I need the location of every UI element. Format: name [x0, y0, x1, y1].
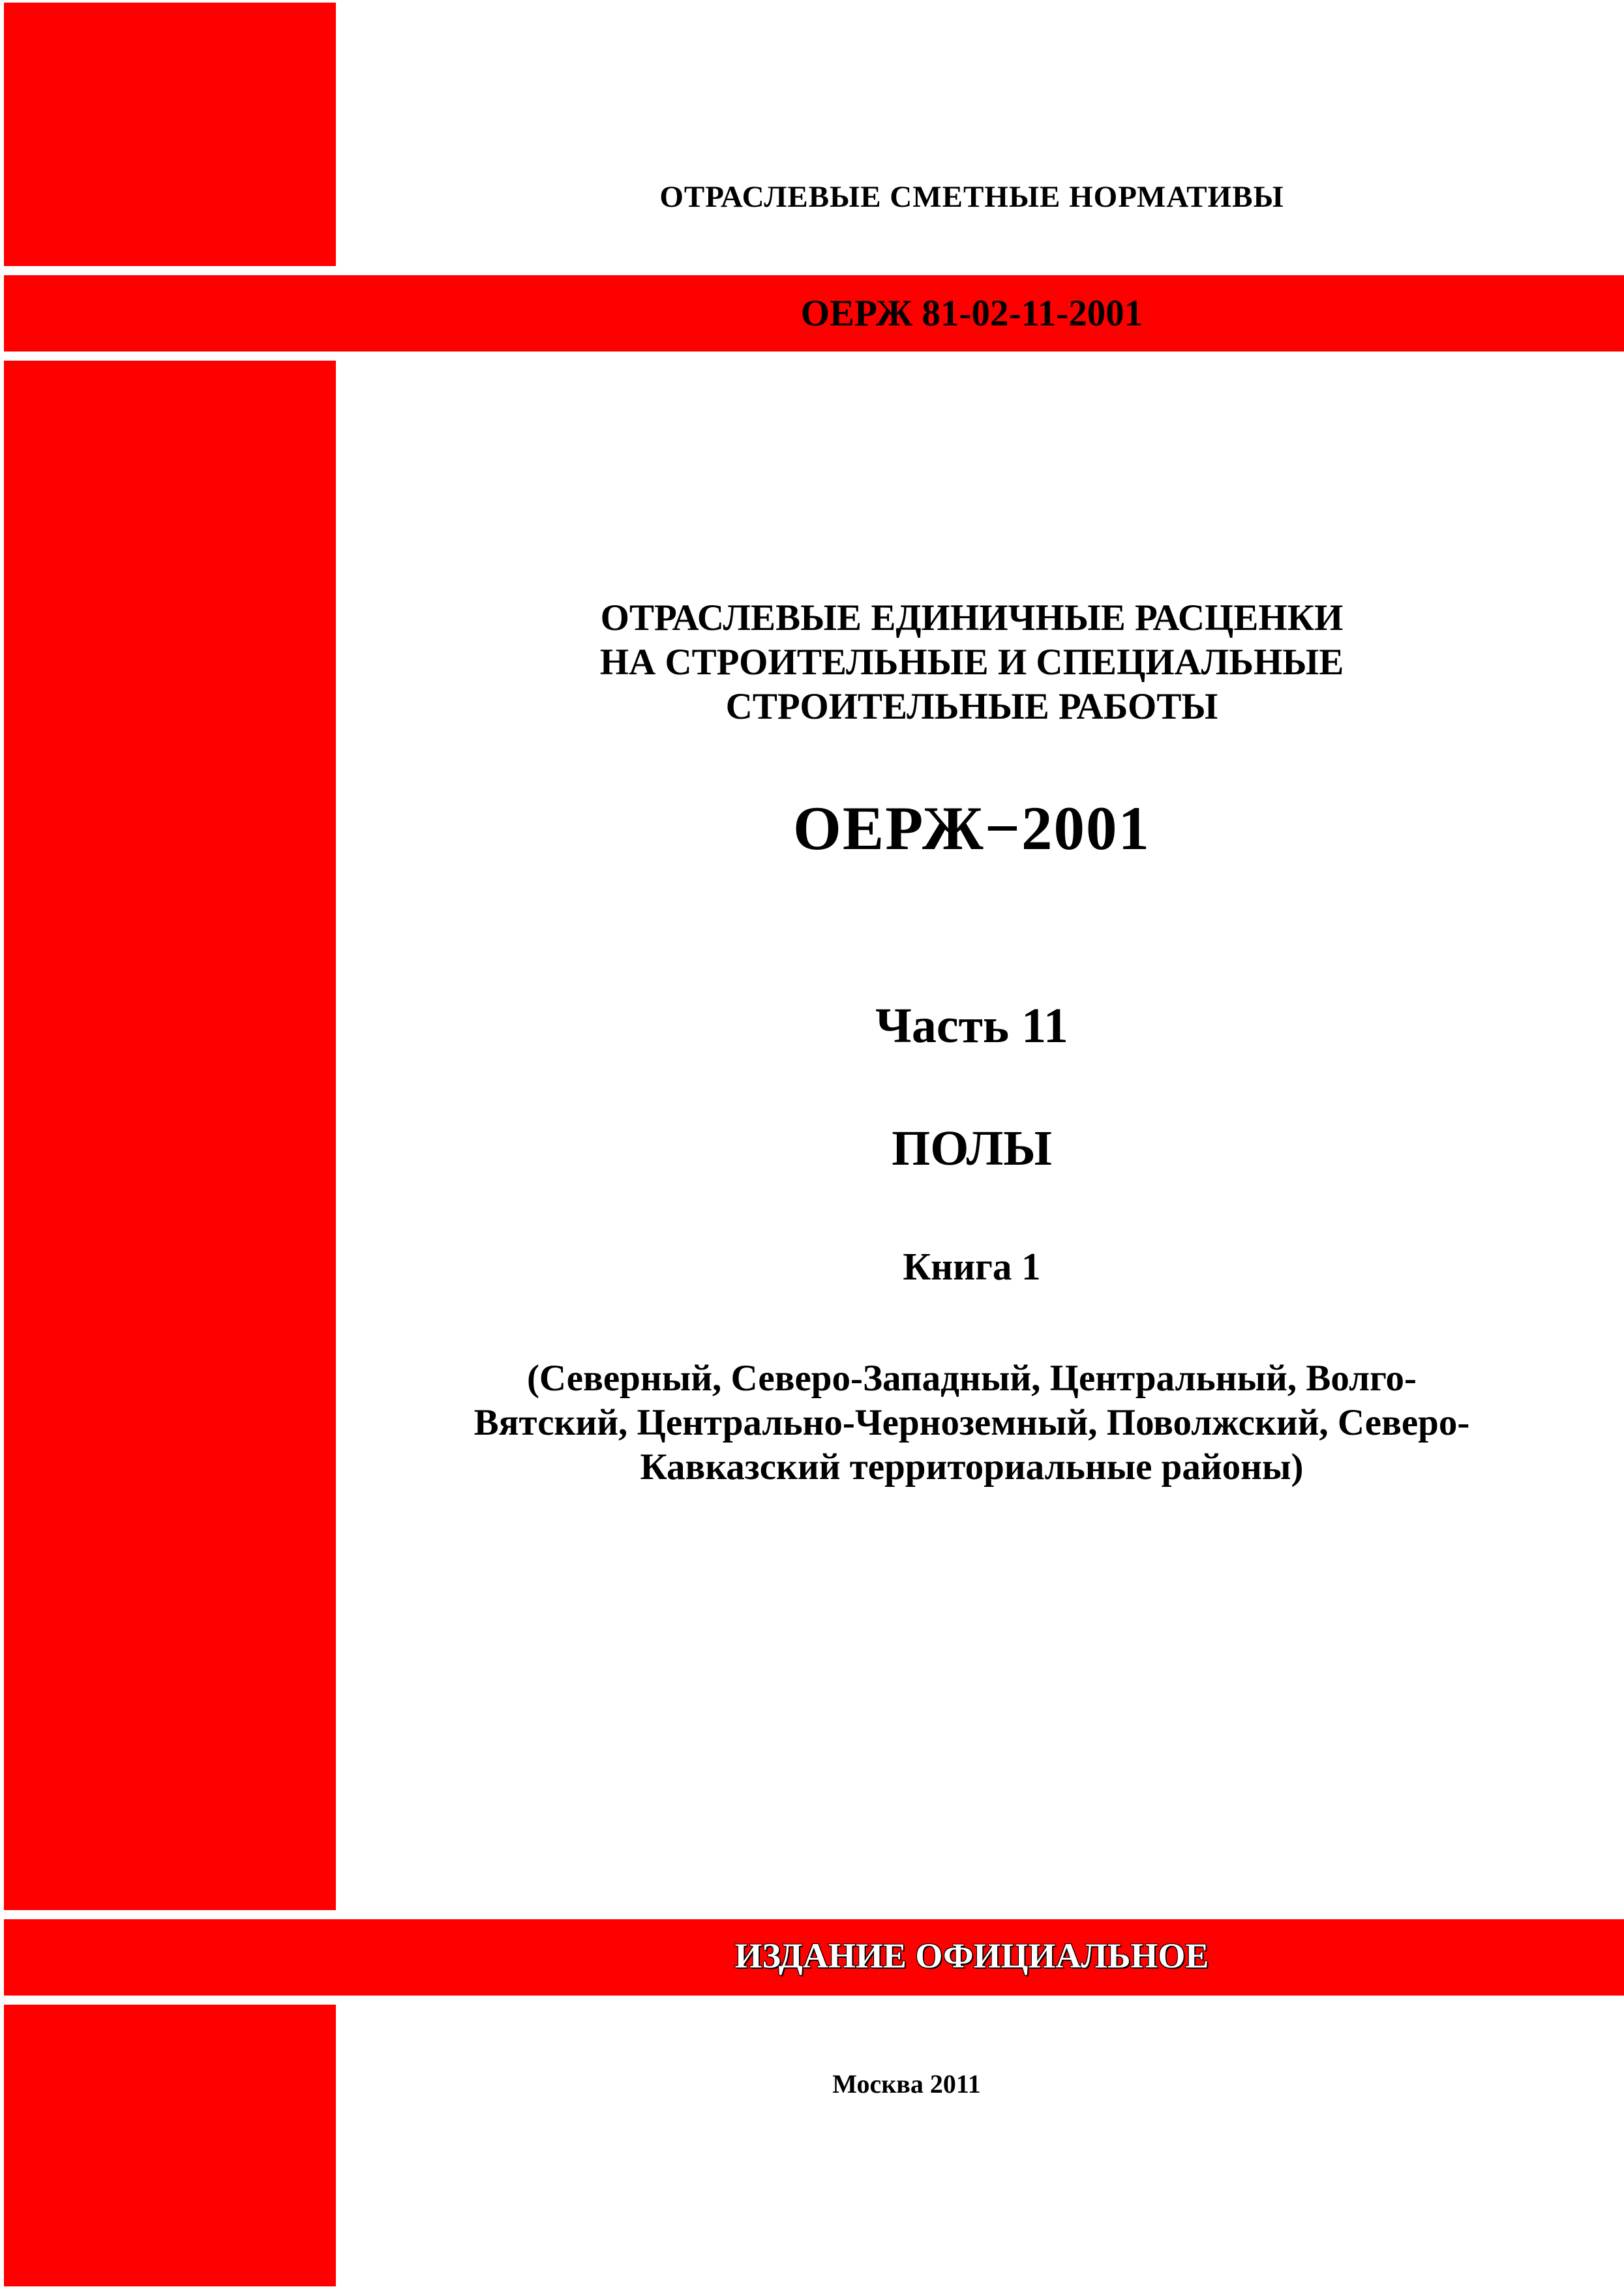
regions-line: Кавказский территориальные районы)	[640, 1446, 1304, 1488]
publication-city-year: Москва 2011	[832, 2069, 981, 2099]
left-red-bar-bottom	[4, 2005, 336, 2286]
document-code: ОЕРЖ 81-02-11-2001	[800, 293, 1143, 334]
series-header: ОТРАСЛЕВЫЕ СМЕТНЫЕ НОРМАТИВЫ	[659, 180, 1284, 214]
left-red-bar-middle	[4, 361, 336, 1910]
title-line: СТРОИТЕЛЬНЫЕ РАБОТЫ	[725, 686, 1218, 727]
official-edition-label: ИЗДАНИЕ ОФИЦИАЛЬНОЕ	[734, 1936, 1209, 1975]
regions-line: (Северный, Северо-Западный, Центральный, Волго-	[526, 1358, 1417, 1399]
book-number: Книга 1	[903, 1245, 1041, 1288]
document-title	[336, 596, 1608, 729]
regions-note	[391, 1356, 1552, 1489]
collection-name: ОЕРЖ−2001	[792, 794, 1150, 863]
left-red-bar-top	[4, 3, 336, 266]
section-title: ПОЛЫ	[892, 1121, 1052, 1176]
title-line: НА СТРОИТЕЛЬНЫЕ И СПЕЦИАЛЬНЫЕ	[599, 642, 1344, 683]
part-number: Часть 11	[875, 998, 1068, 1053]
regions-line: Вятский, Центрально-Черноземный, Поволжский, Северо-	[474, 1402, 1470, 1443]
title-line: ОТРАСЛЕВЫЕ ЕДИНИЧНЫЕ РАСЦЕНКИ	[600, 597, 1344, 638]
